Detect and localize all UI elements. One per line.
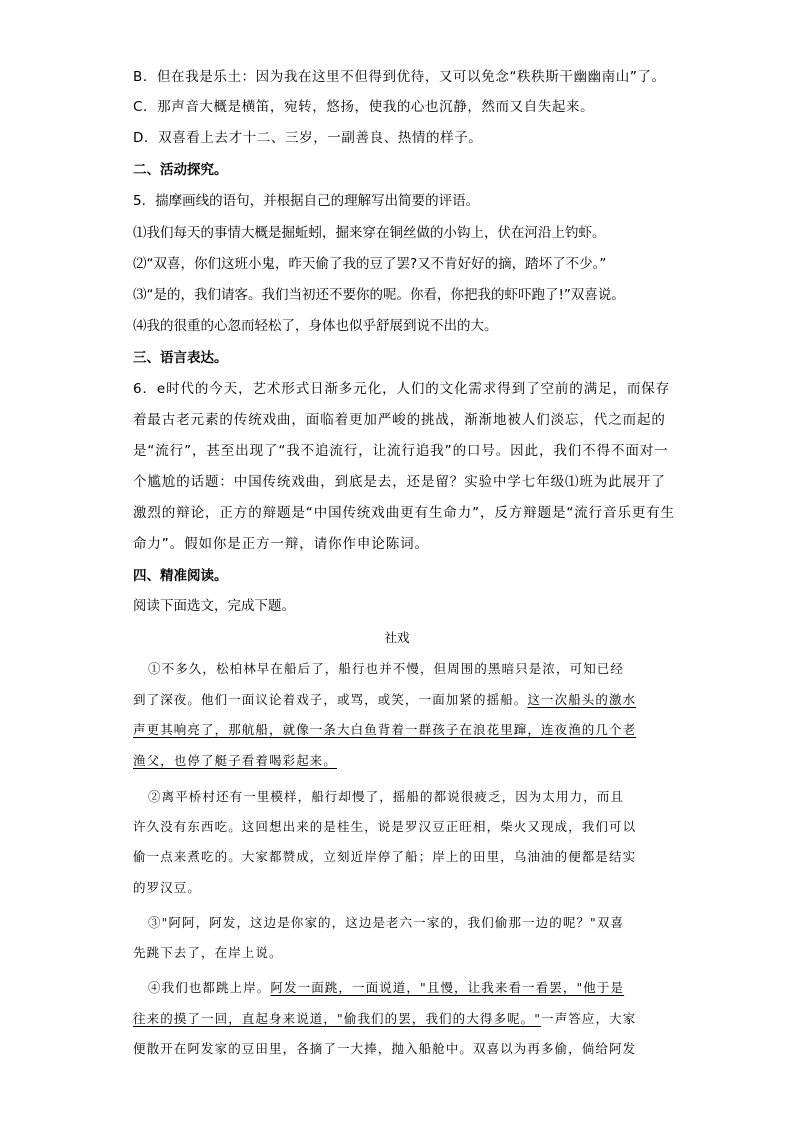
passage-title: 社戏 bbox=[384, 630, 410, 645]
underlined-sentence: 声更其响亮了，那航船，就像一条大白鱼背着一群孩子在浪花里蹿，连夜渔的几个老 bbox=[133, 722, 637, 737]
reading-instruction: 阅读下面选文，完成下题。 bbox=[133, 598, 295, 614]
question-6-line: 是“流行”，甚至出现了“我不追流行，让流行追我”的口号。因此，我们不得不面对一 bbox=[133, 443, 669, 459]
passage-line: ②离平桥村还有一里模样，船行却慢了，摇船的都说很疲乏，因为太用力，而且 bbox=[148, 789, 625, 804]
option-b: B．但在我是乐土：因为我在这里不但得到优待，又可以免念“秩秩斯干幽幽南山”了。 bbox=[133, 69, 666, 85]
passage-line: ③"阿阿，阿发，这边是你家的，这边是老六一家的，我们偷那一边的呢？"双喜 bbox=[148, 915, 625, 930]
question-5-item-2: ⑵“双喜，你们这班小鬼，昨天偷了我的豆了罢?又不肯好好的摘，踏坏了不少。” bbox=[133, 256, 607, 272]
passage-line: ④我们也都跳上岸。阿发一面跳，一面说道，"且慢，让我来看一看罢，"他于是 bbox=[148, 980, 625, 995]
passage-line: 先跳下去了，在岸上说。 bbox=[133, 945, 283, 960]
section-heading-activity: 二、活动探究。 bbox=[133, 162, 228, 178]
question-6-line: 激烈的辩论，正方的辩题是“中国传统戏曲更有生命力”，反方辩题是“流行音乐更有生 bbox=[133, 505, 676, 521]
option-d: D．双喜看上去才十二、三岁，一副善良、热情的样子。 bbox=[133, 130, 483, 146]
passage-line: 到了深夜。他们一面议论着戏子，或骂，或笑，一面加紧的摇船。这一次船头的激水 bbox=[133, 692, 637, 707]
section-heading-reading: 四、精准阅读。 bbox=[133, 568, 228, 584]
question-5: 5．揣摩画线的语句，并根据自己的理解写出简要的评语。 bbox=[133, 193, 480, 209]
option-c: C．那声音大概是横笛，宛转，悠扬，使我的心也沉静，然而又自失起来。 bbox=[133, 99, 595, 115]
passage-line: 往来的摸了一回，直起身来说道，"偷我们的罢，我们的大得多呢。"一声答应，大家 bbox=[133, 1011, 637, 1026]
question-5-item-3: ⑶“是的，我们请客。我们当初还不要你的呢。你看，你把我的虾吓跑了!”双喜说。 bbox=[133, 287, 625, 303]
passage-line: 许久没有东西吃。这回想出来的是桂生，说是罗汉豆正旺相，柴火又现成，我们可以 bbox=[133, 819, 637, 834]
underlined-sentence: 往来的摸了一回，直起身来说道，"偷我们的罢，我们的大得多呢。" bbox=[133, 1011, 542, 1026]
passage-line: 便散开在阿发家的豆田里，各摘了一大捧，抛入船舱中。双喜以为再多偷，倘给阿发 bbox=[133, 1041, 637, 1056]
question-6-line: 6．e时代的今天，艺术形式日渐多元化，人们的文化需求得到了空前的满足，而保存 bbox=[133, 381, 671, 397]
passage-line: ①不多久，松柏林早在船后了，船行也并不慢，但周围的黑暗只是浓，可知已经 bbox=[148, 661, 625, 676]
question-5-item-1: ⑴我们每天的事情大概是掘蚯蚓，掘来穿在铜丝做的小钩上，伏在河沿上钓虾。 bbox=[133, 225, 606, 241]
passage-line: 的罗汉豆。 bbox=[133, 880, 202, 895]
question-6-line: 个尴尬的话题：中国传统戏曲，到底是去，还是留？实验中学七年级⑴班为此展开了 bbox=[133, 474, 666, 490]
question-5-item-4: ⑷我的很重的心忽而轻松了，身体也似乎舒展到说不出的大。 bbox=[133, 318, 498, 334]
section-heading-expression: 三、语言表达。 bbox=[133, 350, 228, 366]
question-6-line: 命力”。假如你是正方一辩，请你作申论陈词。 bbox=[133, 536, 429, 552]
underlined-sentence: 这一次船头的激水 bbox=[527, 692, 637, 707]
question-6-line: 着最古老元素的传统戏曲，面临着更加严峻的挑战，渐渐地被人们淡忘，代之而起的 bbox=[133, 412, 666, 428]
underlined-sentence: 渔父，也停了艇子看着喝彩起来。 bbox=[133, 753, 338, 768]
passage-line: 偷一点来煮吃的。大家都赞成，立刻近岸停了船；岸上的田里，乌油油的便都是结实 bbox=[133, 849, 637, 864]
underlined-sentence: 阿发一面跳，一面说道，"且慢，让我来看一看罢，"他于是 bbox=[270, 980, 625, 995]
